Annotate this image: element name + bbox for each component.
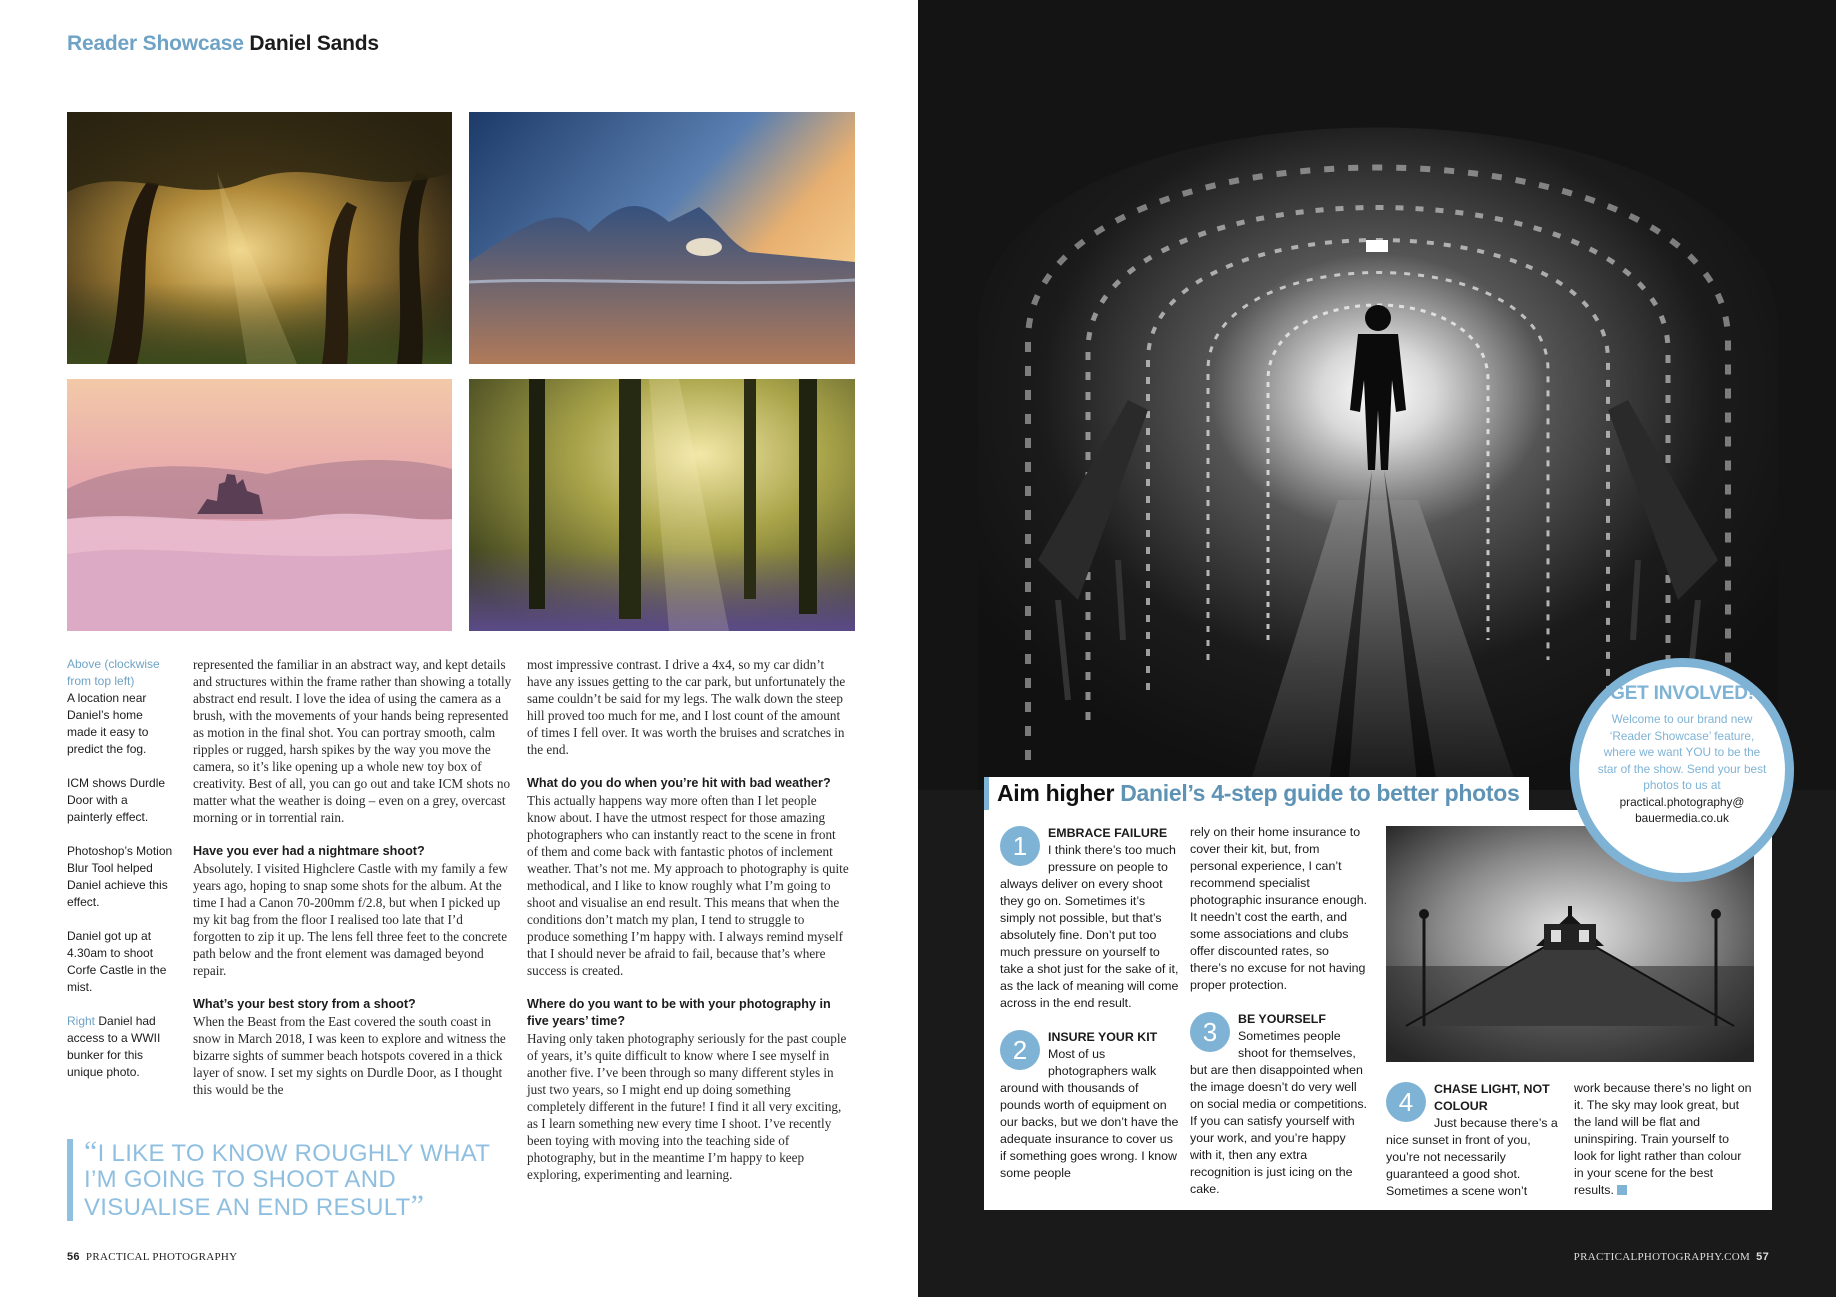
submission-email[interactable]: practical.photography@ bauermedia.co.uk [1619,794,1745,825]
caption-5-lead: Right [67,1014,96,1028]
page-number-right: 57 [1756,1251,1769,1263]
step-text: Just because there’s a nice sunset in front of you, you’re not necessarily guaranteed a good shot. Sometimes a scene won’t [1386,1116,1558,1198]
step-number-badge: 1 [1000,826,1040,866]
guide-step-4 [1386,1080,1564,1200]
guide-column-4 [1574,1080,1754,1199]
interview-answer: When the Beast from the East covered the south coast in snow in March 2018, I was keen to explore and witness the bizarre sights of summer beach hotspots covered in a thick layer of snow. I set my sights on Durdle Door, as I thought this would be the [193,1014,506,1097]
guide-column-3 [1386,1080,1564,1200]
step-title: INSURE YOUR KIT [1048,1030,1158,1044]
folio-right [1574,1251,1769,1263]
open-quote-mark: “ [84,1135,98,1168]
section-title: Reader Showcase [67,32,244,55]
website-url[interactable]: PRACTICALPHOTOGRAPHY.COM [1573,1251,1751,1263]
page-number-left: 56 [67,1251,80,1263]
guide-step-3 [1190,1010,1368,1198]
step-title: EMBRACE FAILURE [1048,826,1168,840]
caption-1 [67,656,175,758]
article-column-1 [193,656,513,1115]
interview-question: Where do you want to be with your photography in five years’ time? [527,997,831,1028]
close-quote-mark: ” [410,1189,425,1222]
guide-title [984,777,1529,810]
caption-5-text: Daniel had access to a WWII bunker for this unique photo. [67,1014,161,1079]
photographer-name: Daniel Sands [249,32,379,55]
guide-title-lead: Aim higher [997,780,1115,806]
caption-3: Photoshop’s Motion Blur Tool helped Daniel achieve this effect. [67,844,173,909]
guide-title-sub: Daniel’s 4-step guide to better photos [1120,780,1520,806]
article-paragraph: represented the familiar in an abstract way, and kept details and structures within the frame rather than showing a totally abstract end result. I love the idea of using the camera as a brush, with the movements of your hands being represented as motion in the final shot. You can portray smooth, calm ripples or rugged, harsh spikes by the way you move the camera, so it’s like opening up a whole new toy box of creativity. Best of all, you can go out and take ICM shots no matter what the weather is doing – even on a grey, overcast morning or in torrential rain. [193,657,512,825]
interview-question: What do you do when you’re hit with bad weather? [527,776,831,790]
get-involved-badge [1570,658,1794,882]
step-text-continued [1574,1080,1754,1199]
photo-corfe-castle-mist [67,379,452,631]
guide-step-1 [1000,824,1180,1012]
guide-column-2 [1190,824,1368,1198]
get-involved-body: Welcome to our brand new ‘Reader Showcase’ feature, where we want YOU to be the star of the show. Send your best photos to us at [1597,712,1767,792]
caption-2: ICM shows Durdle Door with a painterly effect. [67,776,166,824]
photo-misty-woodland [67,112,452,364]
interview-answer: Absolutely. I visited Highclere Castle with my family a few years ago, hoping to snap some shots for the album. At the time I had a Canon 70-200mm f/2.8, but when I picked up my kit bag from the floor I realised too late that I’d forgotten to zip it up. The lens fell three feet to the concrete path below and the front element was damaged beyond repair. [193,861,508,978]
page-header [67,32,379,56]
photo-captions [67,656,175,1098]
interview-question: What’s your best story from a shoot? [193,997,416,1011]
step-text-continued: rely on their home insurance to cover their kit, but, from personal experience, I can’t recommend specialist photographic insurance enough. It needn’t cost the earth, and some associations and clubs offer discounted rates, so there’s no excuse for not having proper protection. [1190,825,1368,992]
step-number-badge: 3 [1190,1012,1230,1052]
interview-question: Have you ever had a nightmare shoot? [193,844,425,858]
interview-answer: Having only taken photography seriously for the past couple of years, it’s quite difficult to know where I see myself in another five. I’ve been through so many different styles in just two years, so I might end up doing something completely different in the future! I find it all very exciting, as I learn something new every time I shoot. I’ve recently been toying with moving into the teaching side of photography, but in the meantime I’m happy to keep exploring, experimenting and learning. [527,1031,847,1182]
magazine-title: PRACTICAL PHOTOGRAPHY [85,1251,238,1263]
step-number-badge: 4 [1386,1082,1426,1122]
right-page [918,0,1836,1297]
step-text: Sometimes people shoot for themselves, but are then disappointed when the image doesn’t do very well on social media or competitions. If you can satisfy yourself with your work, and you’re happy with it, then any extra recognition is just icing on the cake. [1190,1029,1367,1196]
interview-answer: This actually happens way more often than I let people know about. I have the utmost respect for those amazing photographers who can instantly react to the scene in front of them and come back with fantastic photos of inclement weather. That’s not me. My approach to photography is quite methodical, and I like to know roughly what I’m going to shoot and visualise an end result. This means that when the conditions don’t match my plan, I tend to struggle to produce something I’m happy with. I always remind myself that I should never be afraid to fail, because that’s where success is created. [527,793,849,978]
pull-quote-text: I LIKE TO KNOW ROUGHLY WHAT I’M GOING TO SHOOT AND VISUALISE AN END RESULT [84,1140,490,1221]
step-text: I think there’s too much pressure on people to always deliver on every shoot they go on. Sometimes it’s simply not possible, but that’s absolutely fine. Don’t put too much pressure on yourself to take a shot just for the sake of it, as the lack of meaning will come across in the end result. [1000,843,1179,1010]
article-paragraph: most impressive contrast. I drive a 4x4, so my car didn’t have any issues getting to the car park, but unfortunately the same couldn’t be said for my legs. The walk down the steep hill proved too much for me, and I lost count of the amount of times I fell over. It was worth the bruises and scratches in the end. [527,657,846,757]
pull-quote [67,1135,507,1222]
caption-1-text: A location near Daniel’s home made it easy to predict the fog. [67,691,149,756]
get-involved-heading: GET INVOLVED! [1610,683,1754,704]
step-title: BE YOURSELF [1238,1012,1326,1026]
caption-1-lead: Above (clockwise from top left) [67,657,160,688]
photo-bluebell-woods [469,379,855,631]
guide-column-1 [1000,824,1180,1182]
step-title: CHASE LIGHT, NOT COLOUR [1434,1082,1550,1113]
caption-4: Daniel got up at 4.30am to shoot Corfe Castle in the mist. [67,929,167,994]
end-of-article-icon [1617,1185,1627,1195]
caption-5 [67,1013,175,1081]
step-text: Most of us photographers walk around with thousands of pounds worth of equipment on our backs, but we don’t have the adequate insurance to cover us if something goes wrong. I know some people [1000,1047,1179,1180]
photo-icm-seascape [469,112,855,364]
step-number-badge: 2 [1000,1030,1040,1070]
step-text-continued-body: work because there’s no light on it. The sky may look great, but the land will be flat and uninspiring. Train yourself to look for light rather than colour in your scene for the best results. [1574,1081,1752,1197]
guide-step-2 [1000,1028,1180,1182]
folio-left [67,1251,237,1263]
article-column-2 [527,656,849,1200]
